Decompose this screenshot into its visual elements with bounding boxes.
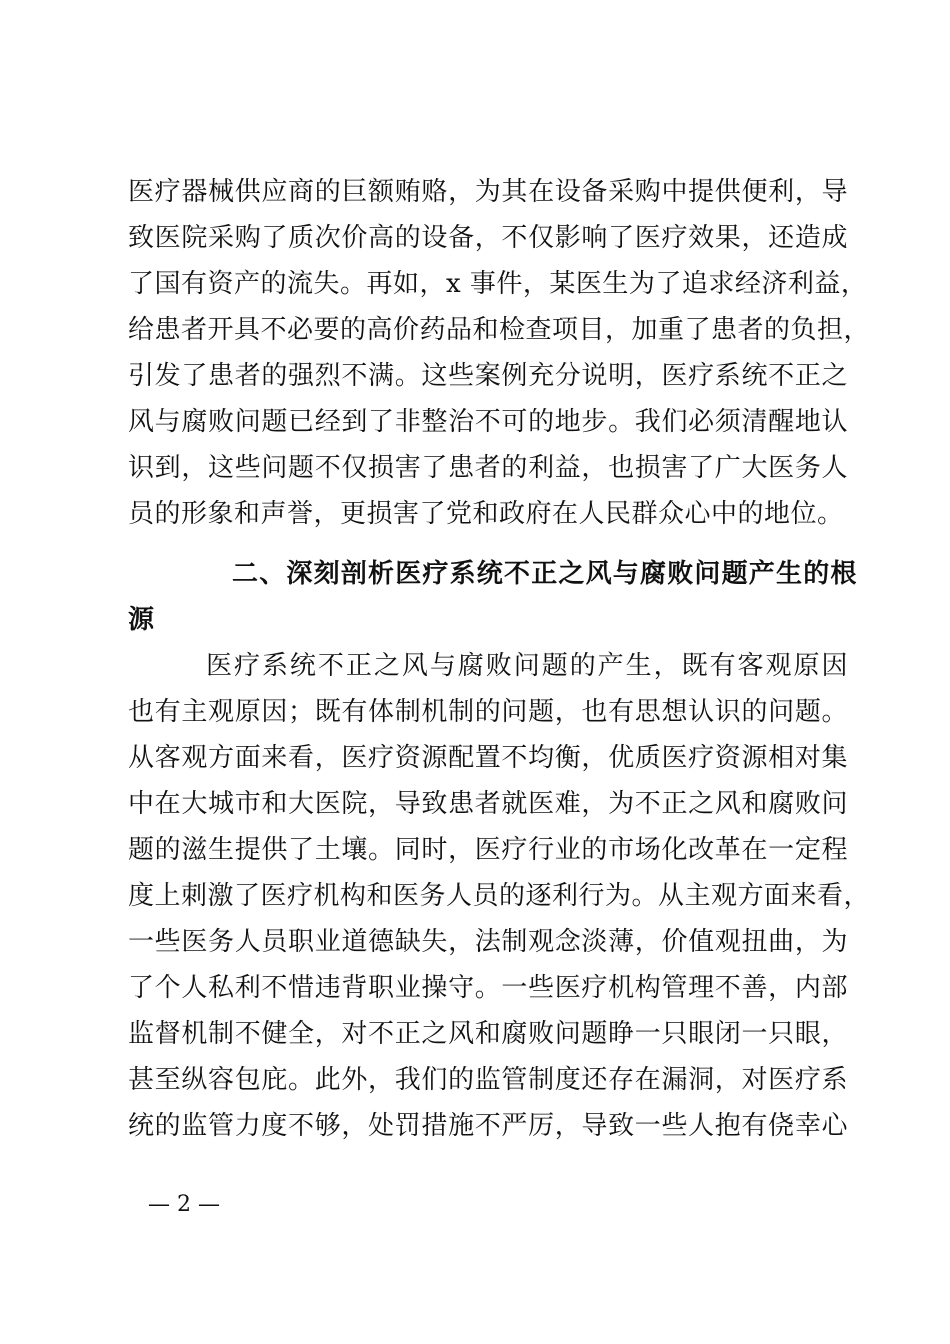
text-line: 了国有资产的流失。再如，x 事件，某医生为了追求经济利益， — [128, 269, 868, 299]
text-line: 风与腐败问题已经到了非整治不可的地步。我们必须清醒地认 — [128, 407, 848, 437]
text-line: 员的形象和声誉，更损害了党和政府在人民群众心中的地位。 — [128, 499, 844, 529]
paragraph-continuation — [128, 169, 871, 537]
text-line: 题的滋生提供了土壤。同时，医疗行业的市场化改革在一定程 — [128, 835, 848, 865]
text-line: 医疗器械供应商的巨额贿赂，为其在设备采购中提供便利，导 — [128, 177, 848, 207]
page-number: — 2 — — [148, 1192, 220, 1217]
text-line: 给患者开具不必要的高价药品和检查项目，加重了患者的负担， — [128, 315, 871, 345]
text-line: 了个人私利不惜违背职业操守。一些医疗机构管理不善，内部 — [128, 973, 848, 1003]
text-line: 监督机制不健全，对不正之风和腐败问题睁一只眼闭一只眼， — [128, 1019, 848, 1049]
section-heading — [128, 551, 858, 643]
section-heading-line: 源 — [128, 605, 155, 635]
text-line: 致医院采购了质次价高的设备，不仅影响了医疗效果，还造成 — [128, 223, 848, 253]
section-heading-line: 二、深刻剖析医疗系统不正之风与腐败问题产生的根 — [232, 559, 858, 589]
text-line: 引发了患者的强烈不满。这些案例充分说明，医疗系统不正之 — [128, 361, 848, 391]
text-line: 医疗系统不正之风与腐败问题的产生，既有客观原因 — [206, 651, 848, 681]
text-line: 度上刺激了医疗机构和医务人员的逐利行为。从主观方面来看， — [128, 881, 871, 911]
text-line: 甚至纵容包庇。此外，我们的监管制度还存在漏洞，对医疗系 — [128, 1065, 848, 1095]
text-line: 从客观方面来看，医疗资源配置不均衡，优质医疗资源相对集 — [128, 743, 848, 773]
text-line: 中在大城市和大医院，导致患者就医难，为不正之风和腐败问 — [128, 789, 848, 819]
text-line: 识到，这些问题不仅损害了患者的利益，也损害了广大医务人 — [128, 453, 848, 483]
text-line: 统的监管力度不够，处罚措施不严厉，导致一些人抱有侥幸心 — [128, 1111, 848, 1141]
paragraph-root-causes — [128, 643, 871, 1149]
text-line: 也有主观原因；既有体制机制的问题，也有思想认识的问题。 — [128, 697, 848, 727]
text-line: 一些医务人员职业道德缺失，法制观念淡薄，价值观扭曲，为 — [128, 927, 848, 957]
